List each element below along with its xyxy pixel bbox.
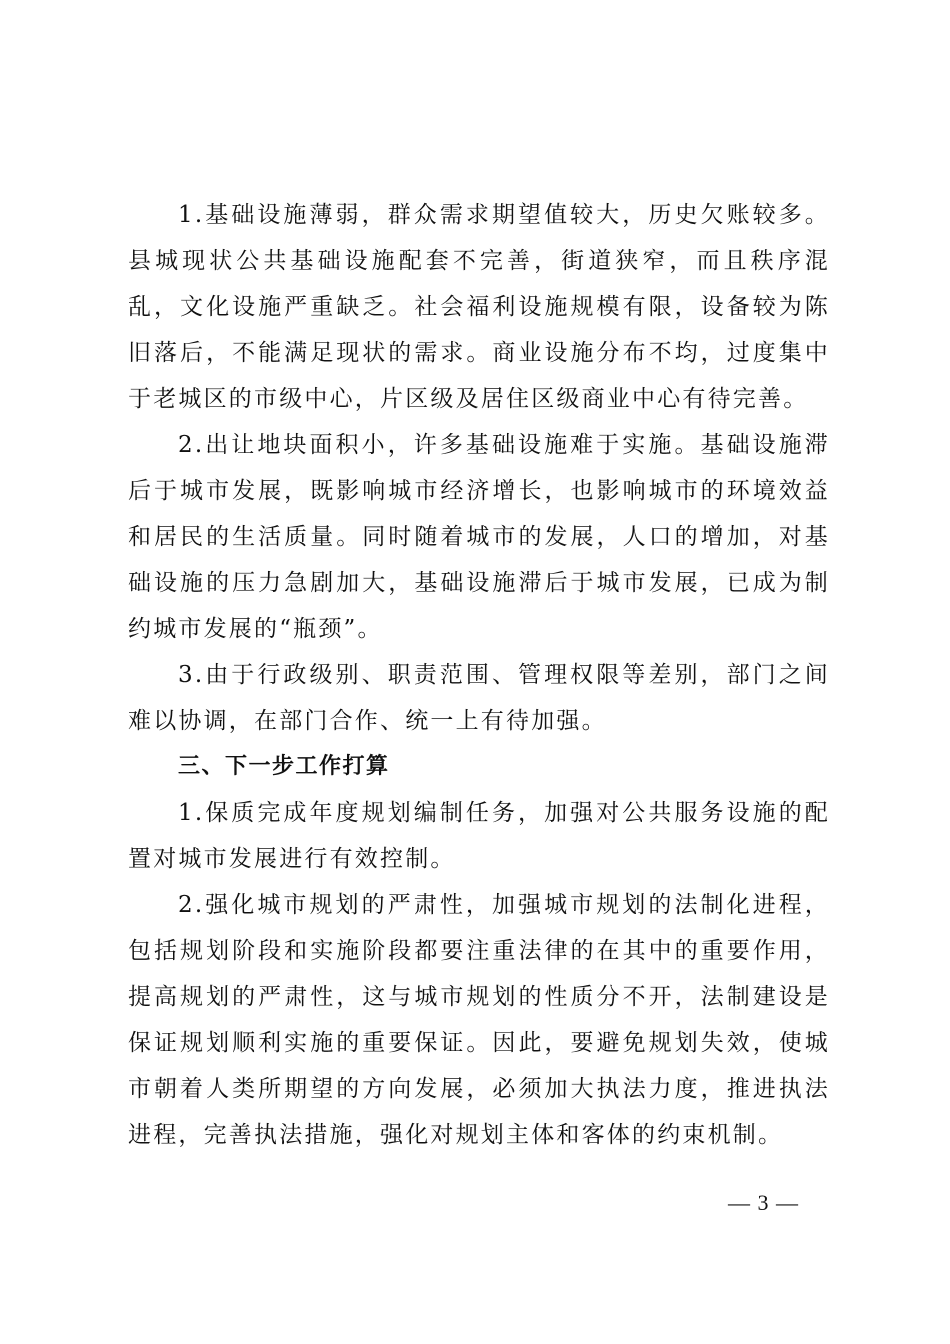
section-heading-next-steps: 三、下一步工作打算	[178, 754, 390, 779]
page-number: — 3 —	[728, 1190, 799, 1215]
paragraph-plan-legal-enforcement: 2.强化城市规划的严肃性，加强城市规划的法制化进程，包括规划阶段和实施阶段都要注重法律的在其中的重要作用，提高规划的严肃性，这与城市规划的性质分不开，法制建设是保证规划顺利实施的重要保证。因此，要避免规划失效，使城市朝着人类所期望的方向发展，必须加大执法力度，推进执法进程，完善执法措施，强化对规划主体和客体的约束机制。	[128, 892, 830, 1148]
paragraph-coordination-difficult: 3.由于行政级别、职责范围、管理权限等差别，部门之间难以协调，在部门合作、统一上有待加强。	[128, 662, 830, 734]
paragraph-infrastructure-weak: 1.基础设施薄弱，群众需求期望值较大，历史欠账较多。县城现状公共基础设施配套不完善，街道狭窄，而且秩序混乱，文化设施严重缺乏。社会福利设施规模有限，设备较为陈旧落后，不能满足现状的需求。商业设施分布不均，过度集中于老城区的市级中心，片区级及居住区级商业中心有待完善。	[128, 202, 830, 412]
paragraph-land-parcel-small: 2.出让地块面积小，许多基础设施难于实施。基础设施滞后于城市发展，既影响城市经济增长，也影响城市的环境效益和居民的生活质量。同时随着城市的发展，人口的增加，对基础设施的压力急剧加大，基础设施滞后于城市发展，已成为制约城市发展的“瓶颈”。	[128, 432, 830, 642]
paragraph-plan-annual-tasks: 1.保质完成年度规划编制任务，加强对公共服务设施的配置对城市发展进行有效控制。	[128, 800, 830, 872]
document-body	[128, 192, 830, 1158]
